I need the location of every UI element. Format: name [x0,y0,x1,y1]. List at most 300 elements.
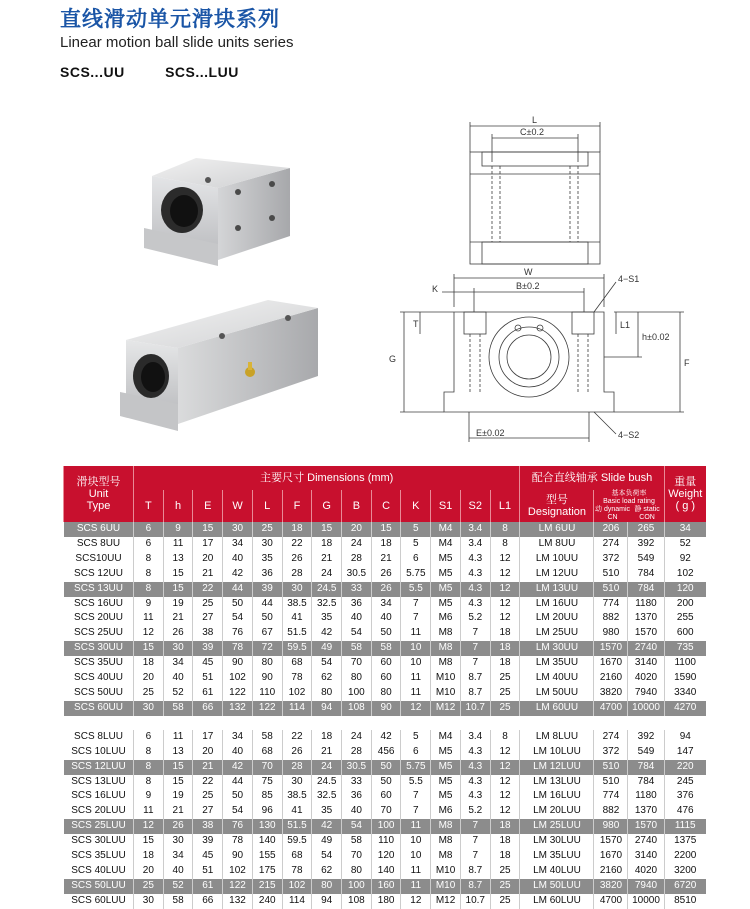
cell-dynamic-load: 274 [594,537,628,552]
cell-weight: 120 [664,582,706,597]
cell-l1: 18 [490,626,520,641]
cell-weight: 245 [664,775,706,790]
cell-b: 54 [342,626,372,641]
cell-weight: 6720 [664,879,706,894]
cell-b: 36 [342,789,372,804]
cell-s2: 4.3 [460,582,490,597]
cell-s2: 4.3 [460,775,490,790]
cell-s2: 8.7 [460,864,490,879]
dim-label-l1: L1 [620,320,631,330]
header-weight-en: Weight [668,488,703,500]
cell-w: 34 [223,537,253,552]
table-row [64,745,707,760]
cell-unit: SCS 35UU [64,656,134,671]
dim-label-b: B±0.2 [516,281,540,291]
cell-unit: SCS 8LUU [64,730,134,745]
cell-l: 90 [252,671,282,686]
header-dyn-sym: CN [607,514,618,521]
dim-label-h: h±0.02 [642,332,670,342]
cell-s1: M4 [431,522,461,537]
cell-l: 240 [252,894,282,909]
cell-f: 38.5 [282,789,312,804]
cell-w: 40 [223,552,253,567]
cell-e: 20 [193,552,223,567]
cell-g: 62 [312,671,342,686]
cell-w: 122 [223,686,253,701]
table-row [64,641,707,656]
cell-f: 59.5 [282,641,312,656]
cell-f: 28 [282,567,312,582]
cell-t: 8 [134,552,164,567]
cell-dynamic-load: 510 [594,775,628,790]
cell-l1: 12 [490,745,520,760]
dim-label-s1: 4−S1 [618,274,640,284]
cell-f: 51.5 [282,819,312,834]
cell-static-load: 1570 [628,626,664,641]
cell-designation: LM 20UU [520,611,594,626]
cell-designation: LM 30UU [520,641,594,656]
cell-b: 20 [342,522,372,537]
header-rating-en: Basic load rating [603,498,655,505]
cell-s1: M8 [431,819,461,834]
cell-s1: M4 [431,730,461,745]
cell-designation: LM 12UU [520,567,594,582]
cell-h: 15 [163,567,193,582]
cell-w: 102 [223,671,253,686]
cell-e: 15 [193,522,223,537]
cell-unit: SCS 13UU [64,582,134,597]
cell-s2: 4.3 [460,745,490,760]
cell-static-load: 4020 [628,864,664,879]
cell-w: 50 [223,789,253,804]
cell-l1: 25 [490,894,520,909]
cell-k: 11 [401,879,431,894]
cell-b: 24 [342,537,372,552]
cell-l1: 12 [490,804,520,819]
table-row [64,789,707,804]
cell-designation: LM 25LUU [520,819,594,834]
cell-e: 39 [193,834,223,849]
cell-e: 38 [193,626,223,641]
page-header [60,6,293,80]
cell-static-load: 10000 [628,894,664,909]
cell-h: 13 [163,745,193,760]
cell-f: 22 [282,730,312,745]
cell-t: 8 [134,760,164,775]
cell-unit: SCS 12LUU [64,760,134,775]
cell-f: 28 [282,760,312,775]
cell-k: 7 [401,611,431,626]
cell-dynamic-load: 882 [594,611,628,626]
cell-designation: LM 40LUU [520,864,594,879]
cell-f: 41 [282,804,312,819]
cell-l1: 12 [490,760,520,775]
cell-dynamic-load: 2160 [594,671,628,686]
cell-static-load: 1370 [628,804,664,819]
cell-l1: 12 [490,582,520,597]
cell-b: 80 [342,671,372,686]
cell-weight: 102 [664,567,706,582]
cell-b: 40 [342,804,372,819]
cell-g: 80 [312,686,342,701]
header-col-l: L [252,490,282,522]
cell-f: 51.5 [282,626,312,641]
cell-k: 10 [401,641,431,656]
cell-designation: LM 35UU [520,656,594,671]
cell-l1: 18 [490,834,520,849]
cell-h: 52 [163,879,193,894]
cell-t: 9 [134,789,164,804]
cell-t: 25 [134,686,164,701]
table-row [64,701,707,716]
cell-unit: SCS 60UU [64,701,134,716]
cell-b: 70 [342,656,372,671]
cell-static-load: 7940 [628,686,664,701]
header-sta-en: static [643,506,660,513]
cell-unit: SCS 40LUU [64,864,134,879]
cell-designation: LM 60LUU [520,894,594,909]
cell-dynamic-load: 372 [594,745,628,760]
cell-e: 20 [193,745,223,760]
cell-g: 35 [312,611,342,626]
cell-w: 34 [223,730,253,745]
cell-s2: 7 [460,834,490,849]
cell-weight: 34 [664,522,706,537]
cell-t: 8 [134,582,164,597]
cell-h: 19 [163,597,193,612]
cell-b: 54 [342,819,372,834]
header-weight-cn: 重量 [674,476,697,488]
cell-k: 11 [401,819,431,834]
cell-h: 21 [163,804,193,819]
cell-c: 42 [371,730,401,745]
cell-f: 102 [282,686,312,701]
cell-l: 44 [252,597,282,612]
cell-f: 18 [282,522,312,537]
cell-c: 110 [371,834,401,849]
cell-e: 38 [193,819,223,834]
cell-s2: 4.3 [460,597,490,612]
cell-k: 11 [401,864,431,879]
cell-static-load: 392 [628,730,664,745]
cell-b: 100 [342,686,372,701]
cell-l: 39 [252,582,282,597]
cell-static-load: 3140 [628,849,664,864]
cell-s1: M10 [431,671,461,686]
cell-s2: 4.3 [460,760,490,775]
cell-l1: 25 [490,701,520,716]
cell-unit: SCS 35LUU [64,849,134,864]
cell-w: 122 [223,879,253,894]
cell-c: 180 [371,894,401,909]
cell-c: 160 [371,879,401,894]
cell-s1: M5 [431,760,461,775]
cell-static-load: 784 [628,775,664,790]
cell-s2: 3.4 [460,537,490,552]
cell-h: 34 [163,849,193,864]
cell-t: 12 [134,819,164,834]
cell-e: 17 [193,537,223,552]
cell-s1: M8 [431,656,461,671]
header-dimensions [134,466,520,490]
cell-designation: LM 8LUU [520,730,594,745]
cell-l1: 8 [490,522,520,537]
dim-label-c: C±0.2 [520,127,544,137]
cell-f: 78 [282,671,312,686]
cell-s2: 3.4 [460,522,490,537]
header-dims-cn: 主要尺寸 [260,472,305,484]
cell-unit: SCS 50LUU [64,879,134,894]
cell-s1: M6 [431,804,461,819]
cell-k: 12 [401,701,431,716]
cell-static-load: 1370 [628,611,664,626]
cell-b: 100 [342,879,372,894]
cell-k: 7 [401,789,431,804]
header-col-g: G [312,490,342,522]
cell-l1: 18 [490,656,520,671]
cell-unit: SCS 20UU [64,611,134,626]
cell-f: 114 [282,701,312,716]
cell-g: 24.5 [312,582,342,597]
header-col-b: B [342,490,372,522]
cell-t: 25 [134,879,164,894]
cell-s2: 4.3 [460,552,490,567]
cell-s1: M5 [431,582,461,597]
cell-static-load: 784 [628,760,664,775]
table-row [64,775,707,790]
header-weight-unit: ( g ) [675,500,696,512]
cell-dynamic-load: 510 [594,582,628,597]
cell-l: 75 [252,775,282,790]
cell-g: 15 [312,522,342,537]
cell-static-load: 265 [628,522,664,537]
cell-f: 102 [282,879,312,894]
cell-unit: SCS 10LUU [64,745,134,760]
cell-designation: LM 6UU [520,522,594,537]
cell-h: 40 [163,671,193,686]
cell-l: 50 [252,611,282,626]
table-row [64,582,707,597]
cell-f: 30 [282,775,312,790]
model-series [60,64,293,80]
cell-c: 50 [371,626,401,641]
cell-l: 72 [252,641,282,656]
cell-k: 7 [401,597,431,612]
cell-l1: 25 [490,864,520,879]
cell-static-load: 1180 [628,597,664,612]
cell-designation: LM 50LUU [520,879,594,894]
cell-l: 36 [252,567,282,582]
cell-e: 27 [193,611,223,626]
cell-s2: 4.3 [460,789,490,804]
cell-h: 26 [163,626,193,641]
cell-t: 8 [134,567,164,582]
cell-dynamic-load: 1670 [594,849,628,864]
cell-c: 50 [371,775,401,790]
header-dyn-cn: 动 [595,506,603,513]
cell-s1: M10 [431,864,461,879]
cell-w: 50 [223,597,253,612]
cell-l: 175 [252,864,282,879]
cell-t: 18 [134,656,164,671]
cell-k: 10 [401,849,431,864]
table-row [64,819,707,834]
table-row [64,626,707,641]
cell-h: 11 [163,730,193,745]
cell-designation: LM 16LUU [520,789,594,804]
cell-s1: M8 [431,626,461,641]
cell-designation: LM 13LUU [520,775,594,790]
cell-dynamic-load: 774 [594,789,628,804]
cell-w: 76 [223,626,253,641]
cell-g: 21 [312,745,342,760]
cell-designation: LM 12LUU [520,760,594,775]
cell-c: 18 [371,537,401,552]
table-row [64,552,707,567]
header-designation [520,490,594,522]
cell-w: 132 [223,894,253,909]
cell-e: 61 [193,686,223,701]
cell-g: 32.5 [312,597,342,612]
cell-w: 102 [223,864,253,879]
cell-c: 60 [371,656,401,671]
cell-s1: M5 [431,552,461,567]
header-rating-cn: 基本负荷率 [611,490,647,497]
cell-b: 58 [342,641,372,656]
cell-w: 54 [223,611,253,626]
cell-c: 90 [371,701,401,716]
cell-static-load: 784 [628,582,664,597]
cell-static-load: 10000 [628,701,664,716]
cell-h: 40 [163,864,193,879]
header-col-h: h [163,490,193,522]
title-chinese: 直线滑动单元滑块系列 [60,8,280,31]
cell-unit: SCS 60LUU [64,894,134,909]
dim-label-t: T [413,319,419,329]
cell-designation: LM 16UU [520,597,594,612]
cell-l1: 18 [490,849,520,864]
cell-l1: 25 [490,686,520,701]
header-type-en: Type [86,500,111,512]
header-unit-type [64,466,134,522]
cell-b: 33 [342,775,372,790]
cell-k: 10 [401,656,431,671]
cell-weight: 735 [664,641,706,656]
cell-b: 108 [342,894,372,909]
cell-weight: 255 [664,611,706,626]
cell-f: 30 [282,582,312,597]
cell-s1: M5 [431,567,461,582]
cell-dynamic-load: 1570 [594,641,628,656]
cell-designation: LM 35LUU [520,849,594,864]
cell-f: 26 [282,552,312,567]
cell-l1: 12 [490,567,520,582]
cell-l: 30 [252,537,282,552]
cell-s2: 7 [460,819,490,834]
cell-k: 6 [401,552,431,567]
cell-c: 70 [371,804,401,819]
cell-unit: SCS 8UU [64,537,134,552]
cell-unit: SCS 25UU [64,626,134,641]
cell-h: 15 [163,760,193,775]
header-bush-en: Slide bush [600,472,653,484]
cell-b: 70 [342,849,372,864]
cell-s1: M8 [431,641,461,656]
cell-static-load: 2740 [628,834,664,849]
header-col-e: E [193,490,223,522]
cell-t: 11 [134,804,164,819]
drawing-top-view [440,112,630,272]
cell-s2: 7 [460,641,490,656]
cell-w: 42 [223,567,253,582]
cell-c: 15 [371,522,401,537]
cell-h: 19 [163,789,193,804]
table-row [64,849,707,864]
cell-weight: 1375 [664,834,706,849]
cell-s1: M8 [431,834,461,849]
cell-designation: LM 50UU [520,686,594,701]
cell-w: 78 [223,834,253,849]
cell-unit: SCS 50UU [64,686,134,701]
cell-g: 49 [312,834,342,849]
cell-g: 24.5 [312,775,342,790]
cell-static-load: 1570 [628,819,664,834]
cell-l: 67 [252,626,282,641]
header-dynamic [594,506,630,522]
table-row [64,597,707,612]
cell-e: 25 [193,597,223,612]
cell-e: 66 [193,701,223,716]
cell-e: 51 [193,864,223,879]
cell-dynamic-load: 4700 [594,701,628,716]
cell-c: 80 [371,686,401,701]
cell-s2: 4.3 [460,567,490,582]
spec-table-wrapper [63,466,706,909]
cell-g: 18 [312,730,342,745]
cell-k: 10 [401,834,431,849]
cell-s1: M5 [431,597,461,612]
cell-w: 44 [223,582,253,597]
cell-l: 96 [252,804,282,819]
header-col-f: F [282,490,312,522]
product-photo-scs-luu [118,296,328,441]
cell-l1: 12 [490,775,520,790]
cell-w: 30 [223,522,253,537]
table-row [64,730,707,745]
cell-c: 60 [371,671,401,686]
cell-b: 58 [342,834,372,849]
cell-weight: 52 [664,537,706,552]
cell-t: 18 [134,849,164,864]
cell-b: 30.5 [342,760,372,775]
cell-weight: 3340 [664,686,706,701]
cell-s2: 7 [460,626,490,641]
table-row [64,879,707,894]
cell-unit: SCS 16LUU [64,789,134,804]
cell-t: 20 [134,671,164,686]
cell-w: 90 [223,656,253,671]
dim-label-k: K [432,284,439,294]
cell-weight: 376 [664,789,706,804]
table-row [64,834,707,849]
cell-b: 33 [342,582,372,597]
cell-f: 22 [282,537,312,552]
cell-f: 38.5 [282,597,312,612]
cell-s1: M4 [431,537,461,552]
cell-b: 40 [342,611,372,626]
cell-weight: 1100 [664,656,706,671]
cell-t: 8 [134,745,164,760]
